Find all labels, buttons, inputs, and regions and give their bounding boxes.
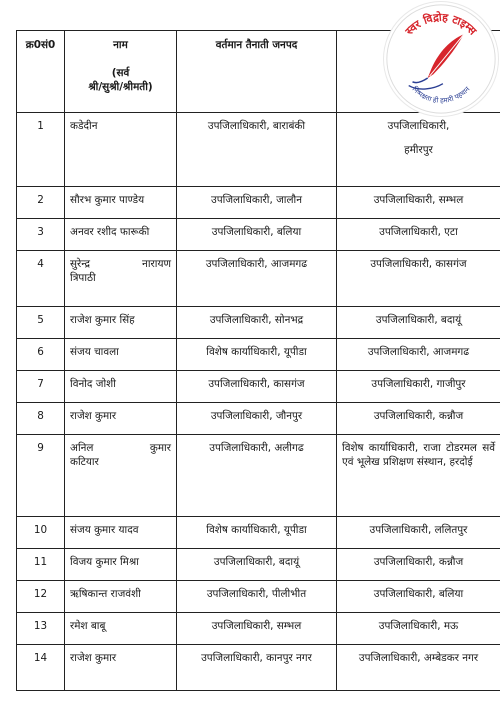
row-name: विजय कुमार मिश्रा bbox=[65, 549, 177, 581]
row-sn: 6 bbox=[17, 339, 65, 371]
table-row bbox=[17, 113, 500, 187]
table-row bbox=[17, 371, 500, 403]
row-sn: 4 bbox=[17, 251, 65, 307]
row-current-posting: उपजिलाधिकारी, कानपुर नगर bbox=[177, 645, 337, 691]
row-new-posting: उपजिलाधिकारी, कासगंज bbox=[337, 251, 500, 307]
row-new-posting-line-2: हमीरपुर bbox=[404, 144, 433, 156]
row-name: विनोद जोशी bbox=[65, 371, 177, 403]
header-name-sub-2: श्री/सुश्री/श्रीमती) bbox=[88, 81, 153, 93]
transfer-table-sheet bbox=[16, 30, 500, 691]
header-sn: क्र0सं0 bbox=[17, 31, 65, 113]
row-new-posting: उपजिलाधिकारी, एटा bbox=[337, 219, 500, 251]
row-new-posting: उपजिलाधिकारी, ललितपुर bbox=[337, 517, 500, 549]
row-name: अनवर रशीद फारूकी bbox=[65, 219, 177, 251]
row-sn: 12 bbox=[17, 581, 65, 613]
table-row bbox=[17, 435, 500, 517]
row-new-posting: उपजिलाधिकारी, कन्नौज bbox=[337, 403, 500, 435]
row-current-posting: उपजिलाधिकारी, पीलीभीत bbox=[177, 581, 337, 613]
row-current-posting: उपजिलाधिकारी, आजमगढ bbox=[177, 251, 337, 307]
row-current-posting: उपजिलाधिकारी, कासगंज bbox=[177, 371, 337, 403]
row-new-posting: उपजिलाधिकारी, कन्नौज bbox=[337, 549, 500, 581]
row-current-posting: विशेष कार्याधिकारी, यूपीडा bbox=[177, 339, 337, 371]
row-name: संजय कुमार यादव bbox=[65, 517, 177, 549]
table-row bbox=[17, 307, 500, 339]
row-name: राजेश कुमार bbox=[65, 645, 177, 691]
row-name: राजेश कुमार सिंह bbox=[65, 307, 177, 339]
publisher-logo bbox=[384, 2, 498, 116]
header-current-posting: वर्तमान तैनाती जनपद bbox=[177, 31, 337, 113]
row-name: ऋषिकान्त राजवंशी bbox=[65, 581, 177, 613]
header-name-sub-1: (सर्व bbox=[111, 67, 130, 79]
row-name-line-1: अनिल कुमार bbox=[70, 442, 171, 454]
row-new-posting: उपजिलाधिकारी, अम्बेडकर नगर bbox=[337, 645, 500, 691]
row-sn: 2 bbox=[17, 187, 65, 219]
row-name-line-2: कटियार bbox=[70, 456, 99, 468]
row-name: राजेश कुमार bbox=[65, 403, 177, 435]
table-row bbox=[17, 645, 500, 691]
header-name-label: नाम bbox=[113, 39, 128, 51]
row-new-posting: उपजिलाधिकारी, गाजीपुर bbox=[337, 371, 500, 403]
row-current-posting: उपजिलाधिकारी, जौनपुर bbox=[177, 403, 337, 435]
row-name: सौरभ कुमार पाण्डेय bbox=[65, 187, 177, 219]
transfer-table bbox=[16, 30, 500, 691]
table-row bbox=[17, 517, 500, 549]
row-name-line-1: सुरेन्द्र नारायण bbox=[70, 258, 171, 270]
row-current-posting: उपजिलाधिकारी, अलीगढ bbox=[177, 435, 337, 517]
logo-text-top: स्वर विद्रोह टाइम्स bbox=[402, 10, 480, 38]
table-row bbox=[17, 613, 500, 645]
header-name bbox=[65, 31, 177, 113]
row-new-posting: उपजिलाधिकारी, मऊ bbox=[337, 613, 500, 645]
table-row bbox=[17, 187, 500, 219]
table-row bbox=[17, 219, 500, 251]
row-sn: 1 bbox=[17, 113, 65, 187]
row-new-posting bbox=[337, 113, 500, 187]
row-new-posting: उपजिलाधिकारी, बदायूं bbox=[337, 307, 500, 339]
row-new-posting: विशेष कार्याधिकारी, राजा टोडरमल सर्वे एवं भूलेख प्रशिक्षण संस्थान, हरदोई bbox=[337, 435, 500, 517]
row-name: कडेदीन bbox=[65, 113, 177, 187]
table-row bbox=[17, 403, 500, 435]
table-row bbox=[17, 339, 500, 371]
row-new-posting: उपजिलाधिकारी, आजमगढ bbox=[337, 339, 500, 371]
row-name bbox=[65, 435, 177, 517]
logo-graphic bbox=[384, 2, 498, 116]
row-sn: 5 bbox=[17, 307, 65, 339]
row-sn: 3 bbox=[17, 219, 65, 251]
logo-text-bottom: निष्पक्षता ही हमारी पहचान bbox=[410, 85, 472, 105]
row-name: रमेश बाबू bbox=[65, 613, 177, 645]
row-sn: 9 bbox=[17, 435, 65, 517]
row-new-posting: उपजिलाधिकारी, बलिया bbox=[337, 581, 500, 613]
row-current-posting: उपजिलाधिकारी, जालौन bbox=[177, 187, 337, 219]
row-name: संजय चावला bbox=[65, 339, 177, 371]
row-sn: 7 bbox=[17, 371, 65, 403]
row-current-posting: विशेष कार्याधिकारी, यूपीडा bbox=[177, 517, 337, 549]
row-name bbox=[65, 251, 177, 307]
row-new-posting-line-1: उपजिलाधिकारी, bbox=[387, 120, 450, 132]
row-sn: 8 bbox=[17, 403, 65, 435]
row-current-posting: उपजिलाधिकारी, बाराबंकी bbox=[177, 113, 337, 187]
row-current-posting: उपजिलाधिकारी, सोनभद्र bbox=[177, 307, 337, 339]
row-new-posting: उपजिलाधिकारी, सम्भल bbox=[337, 187, 500, 219]
row-sn: 14 bbox=[17, 645, 65, 691]
row-current-posting: उपजिलाधिकारी, बदायूं bbox=[177, 549, 337, 581]
table-row bbox=[17, 581, 500, 613]
row-name-line-2: त्रिपाठी bbox=[70, 272, 96, 284]
table-row bbox=[17, 549, 500, 581]
row-current-posting: उपजिलाधिकारी, बलिया bbox=[177, 219, 337, 251]
row-sn: 10 bbox=[17, 517, 65, 549]
row-current-posting: उपजिलाधिकारी, सम्भल bbox=[177, 613, 337, 645]
row-sn: 11 bbox=[17, 549, 65, 581]
row-sn: 13 bbox=[17, 613, 65, 645]
table-row bbox=[17, 251, 500, 307]
